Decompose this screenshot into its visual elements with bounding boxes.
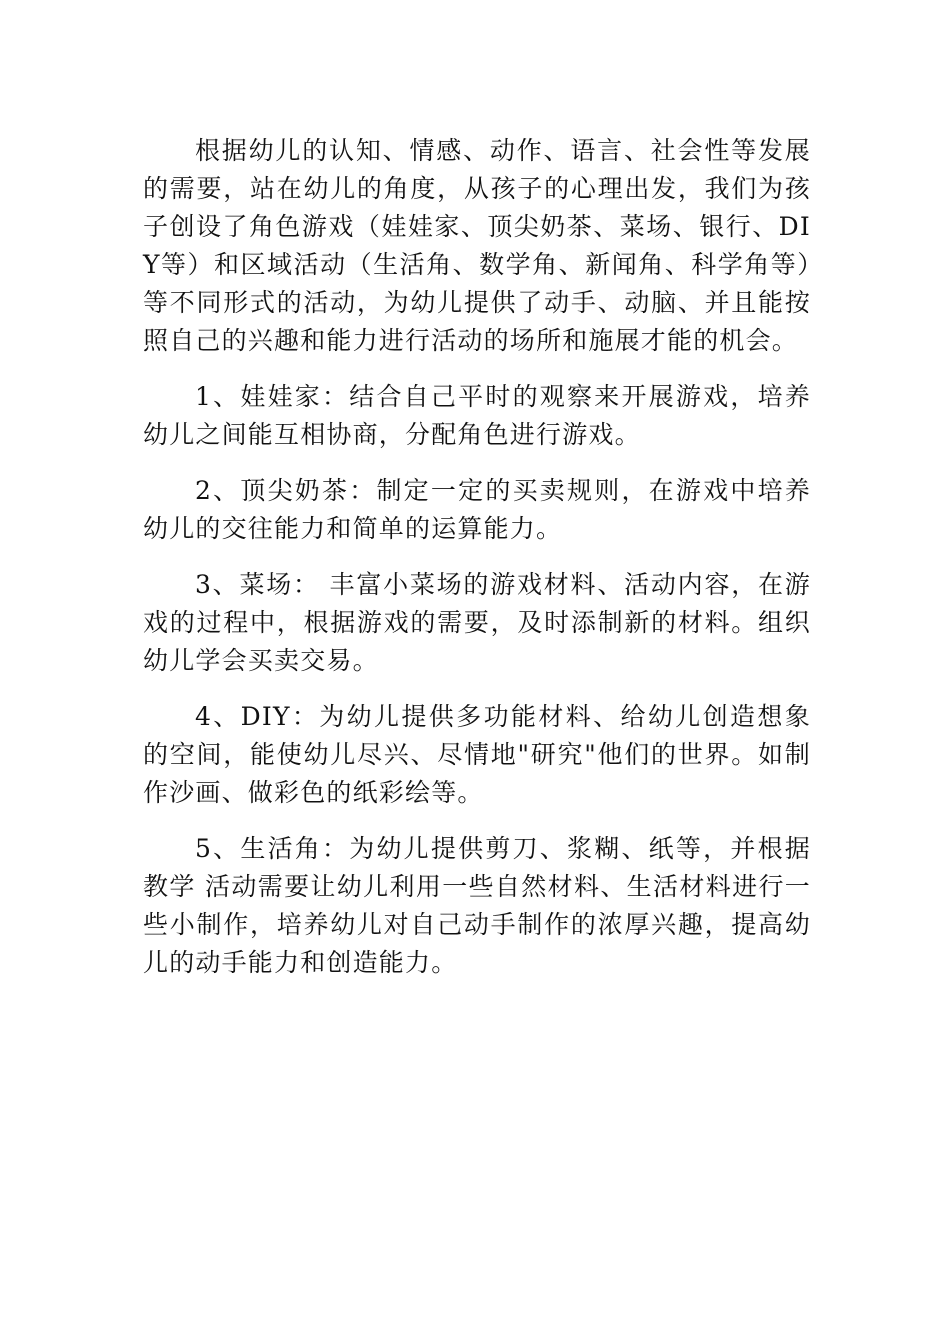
item-paragraph-milk-tea: 2、顶尖奶茶：制定一定的买卖规则，在游戏中培养幼儿的交往能力和简单的运算能力。 [143, 476, 811, 543]
item-paragraph-diy: 4、DIY：为幼儿提供多功能材料、给幼儿创造想象的空间，能使幼儿尽兴、尽情地"研究"他们的世界。如制作沙画、做彩色的纸彩绘等。 [143, 702, 811, 807]
intro-paragraph: 根据幼儿的认知、情感、动作、语言、社会性等发展的需要，站在幼儿的角度，从孩子的心理出发，我们为孩子创设了角色游戏（娃娃家、顶尖奶茶、菜场、银行、DIY等）和区域活动（生活角、数学角、新闻角、科学角等）等不同形式的活动，为幼儿提供了动手、动脑、并且能按照自己的兴趣和能力进行活动的场所和施展才能的机会。 [143, 136, 811, 355]
item-paragraph-market: 3、菜场： 丰富小菜场的游戏材料、活动内容，在游戏的过程中，根据游戏的需要，及时添制新的材料。组织幼儿学会买卖交易。 [143, 570, 811, 675]
item-paragraph-life-corner: 5、生活角：为幼儿提供剪刀、浆糊、纸等，并根据教学 活动需要让幼儿利用一些自然材料、生活材料进行一些小制作，培养幼儿对自己动手制作的浓厚兴趣，提高幼儿的动手能力和创造能力。 [143, 834, 811, 977]
document-body [143, 132, 811, 1000]
item-paragraph-doll-house: 1、娃娃家：结合自己平时的观察来开展游戏，培养幼儿之间能互相协商，分配角色进行游戏。 [143, 382, 811, 449]
